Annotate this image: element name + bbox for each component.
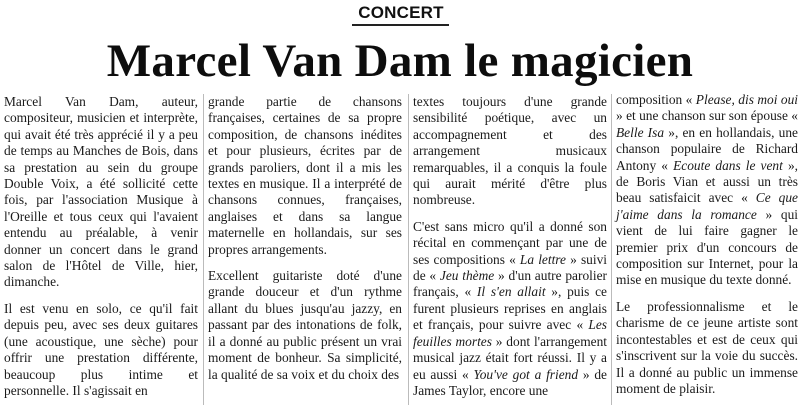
rubric-underline (352, 24, 449, 26)
paragraph: Excellent guitariste doté d'une grande douceur et d'un rythme allant du blues jusqu'au jazzy, en passant par des intonations de folk, il a donné au public présent un vrai moment de bonheur. Sa simplicité, la qualité de sa voix et du choix des (208, 268, 402, 382)
paragraph: textes toujours d'une grande sensibilité poétique, avec un accompagnement et des arrangement musicaux remarquables, il a conquis la foule qui aurait mérité d'être plus nombreuse. (413, 94, 607, 208)
paragraph: C'est sans micro qu'il a donné son récital en commençant par une de ses compositions « La lettre » suivi de « Jeu thème » d'un autre parolier français, « Il s'en allait », puis ce furent plusieurs reprises en anglais et français, pour suivre avec « Les feuilles mortes » dont l'arrangement musical jazz était fort réussi. Il y a eu aussi « You've got a friend » de James Taylor, encore une (413, 218, 608, 398)
column-rule (203, 94, 204, 405)
article-column-4 (616, 92, 798, 407)
article-headline: Marcel Van Dam le magicien (106, 35, 694, 87)
column-rule (408, 94, 409, 405)
section-rubric: CONCERT (358, 3, 444, 22)
paragraph: Il est venu en solo, ce qu'il fait depuis peu, avec ses deux guitares (une acoustique, une sèche) pour offrir une prestation différente, beaucoup plus intime et personnelle. Il s'agissait en (4, 300, 198, 398)
column-rule (611, 94, 612, 405)
paragraph: grande partie de chansons françaises, certaines de sa propre composition, de chansons inédites et pour plusieurs, écrites par de grands paroliers, dont il a mis les textes en musique. Il a interprété de chansons connues, françaises, anglaises et dans sa langue maternelle en hollandais, sur ses propres arrangements. (208, 94, 402, 257)
article-column-3 (413, 94, 607, 409)
article-column-2 (208, 94, 402, 393)
paragraph: Marcel Van Dam, auteur, compositeur, musicien et interprète, qui avait été très apprécié il y a peu de temps au Manches de Bois, dans sa prestation au sein du groupe Double Voix, a été sollicité cette fois, par l'association Musique à l'Oreille et tous ceux qui l'avaient entendu au préalable, à venir donner un concert dans le grand salon de l'Hôtel de Ville, hier, dimanche. (4, 94, 198, 290)
paragraph: composition « Please, dis moi oui » et une chanson sur son épouse « Belle Isa », en en hollandais, une chanson populaire de Richard Antony « Ecoute dans le vent », de Boris Vian et aussi un très beau satisfaicit avec « Ce que j'aime dans la romance » qui vient de lui faire gagner le premier prix d'un concours de composition sur Internet, pour la mise en musique du texte donné. (616, 92, 799, 288)
paragraph: Le professionnalisme et le charisme de ce jeune artiste sont incontestables et est de ceux qui s'inscrivent sur la voie du succès. Il a donné au public un immense moment de plaisir. (616, 298, 798, 396)
article-column-1 (4, 94, 198, 409)
